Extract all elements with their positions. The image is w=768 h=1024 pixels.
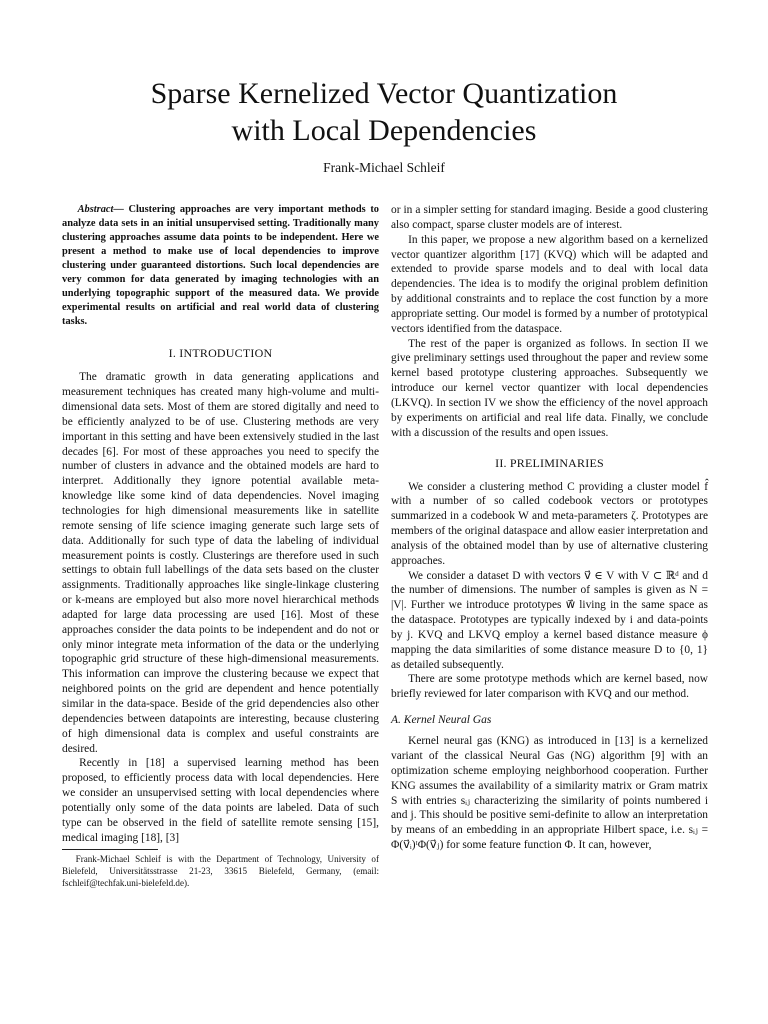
intro-paragraph-1: The dramatic growth in data generating applications and measurement techniques has created many high-volume and multi-dimensional data sets. Most of them are stored digitally and need to be efficiently analyzed to be of use. Clustering methods are very important in this setting and have been extensively studied in the last decades [6]. For most of these approaches you need to specify the number of clusters in advance and the obtained models are hard to interpret. Additionally they ignore potential available meta-knowledge like some kind of data dependencies. Novel imaging technologies for high dimensional measurements like in satellite remote sensing of life science imaging generate such large sets of data. Additionally for such type of data the labeling of individual measurement points is costly. Clusterings are therefore used in such settings to obtain full labellings of the data sets based on the cluster assignments. Traditionally approaches like single-linkage clustering or k-means are employed but also more novel hierarchical methods adapted for large data processing are used [16]. Most of these approaches consider the data points to be independent and do not or only minor integrate meta information of the data or the underlying topographic grid structure of these high-dimensional measurements. This information can improve the clustering because we expect that neighbored points on the grid are dependent and hence potentially similar in the data-space. Beside of the grid dependencies also other dependencies between datapoints are interesting, because clustering of high dimensional data is complex and useful constraints are desired. [62,371,379,755]
prelim-paragraph-1: We consider a clustering method C providing a cluster model f̂ with a number of so called codebook vectors or prototypes summarized in a codebook W and meta-parameters ζ. Prototypes are members of the original dataspace and allow easier interpretation and analysis of the obtained model than by use of alternative clustering approaches. [391,480,708,567]
intro-paragraph-2: Recently in [18] a supervised learning method has been proposed, to efficiently process data with local dependencies. Here we consider an unsupervised setting with local dependencies where potentially only some of the data points are labeled. Data of such type can be observed in the field of satellite remote sensing [15], medical imaging [18], [3] [62,757,379,844]
abstract-label: Abstract [77,204,114,215]
prelim-paragraph-3: There are some prototype methods which are kernel based, now briefly reviewed for later comparison with KVQ and our method. [391,673,708,701]
left-column [62,203,379,889]
abstract-text: Clustering approaches are very important methods to analyze data sets in an initial unsupervised setting. Traditionally many clustering approaches assume data points to be independent. Here we present a method to make use of local dependencies to improve clustering under guaranteed distortions. Such local dependencies are very common for data generated by imaging technologies with an underlying topographic support of the measured data. We provide experimental results on artificial and real world data of clustering tasks. [62,204,379,328]
paper-title [0,75,768,149]
title-line-2: with Local Dependencies [231,114,537,147]
kng-paragraph-1: Kernel neural gas (KNG) as introduced in [13] is a kernelized variant of the classical Neural Gas (NG) algorithm [9] with an optimization scheme employing neighborhood cooperation. Further KNG assumes the availability of a similarity matrix or Gram matrix S with entries sᵢⱼ characterizing the similarity of points numbered i and j. This should be positive semi-definite to allow an interpretation by means of an embedding in an appropriate Hilbert space, i.e. sᵢⱼ = Φ(v⃗ᵢ)ᵗΦ(v⃗ⱼ) for some feature function Φ. It can, however, [391,735,708,852]
author-name: Frank-Michael Schleif [323,160,445,175]
intro-paragraph-3: or in a simpler setting for standard imaging. Beside a good clustering also compact, sparse cluster models are of interest. [391,204,708,231]
section-heading-preliminaries: II. PRELIMINARIES [495,455,604,470]
title-line-1: Sparse Kernelized Vector Quantization [150,77,618,110]
footnote-rule [62,849,158,850]
subsection-heading-kernel-neural-gas: A. Kernel Neural Gas [391,714,492,727]
intro-paragraph-4: In this paper, we propose a new algorithm based on a kernelized vector quantizer algorithm [17] (KVQ) which will be adapted and extended to provide sparse models and to deal with local data dependencies. The idea is to modify the original problem definition by additional constraints and to replace the cost function by a more appropriate setting. Our model is formed by a number of prototypical vectors identified from the dataspace. [391,233,708,335]
section-heading-introduction: I. INTRODUCTION [168,346,273,361]
author-footnote: Frank-Michael Schleif is with the Department of Technology, University of Bielefeld, Universitätsstrasse 21-23, 33615 Bielefeld, Germany, (email: fschleif@techfak.uni-bielefeld.de). [62,854,379,888]
prelim-paragraph-2: We consider a dataset D with vectors v⃗ ∈ V with V ⊂ ℝᵈ and d the number of dimensions. The number of samples is given as N = |V|. Further we introduce prototypes w⃗ living in the same space as the dataspace. Prototypes are typically indexed by i and data-points by j. KVQ and LKVQ employ a kernel based distance measure ϕ mapping the data similarities of some distance measure D to {0, 1} as detailed subsequently. [391,569,708,671]
intro-paragraph-5: The rest of the paper is organized as follows. In section II we give preliminary settings used throughout the paper and review some kernel based prototype clustering approaches. Subsequently we introduce our kernel vector quantizer with local dependencies (LKVQ). In section IV we show the efficiency of the novel approach by experiments on artificial and real life data. Finally, we conclude with a discussion of the results and open issues. [391,337,708,439]
abstract-dash: — [113,204,129,215]
right-column [391,203,708,853]
abstract [62,203,379,329]
